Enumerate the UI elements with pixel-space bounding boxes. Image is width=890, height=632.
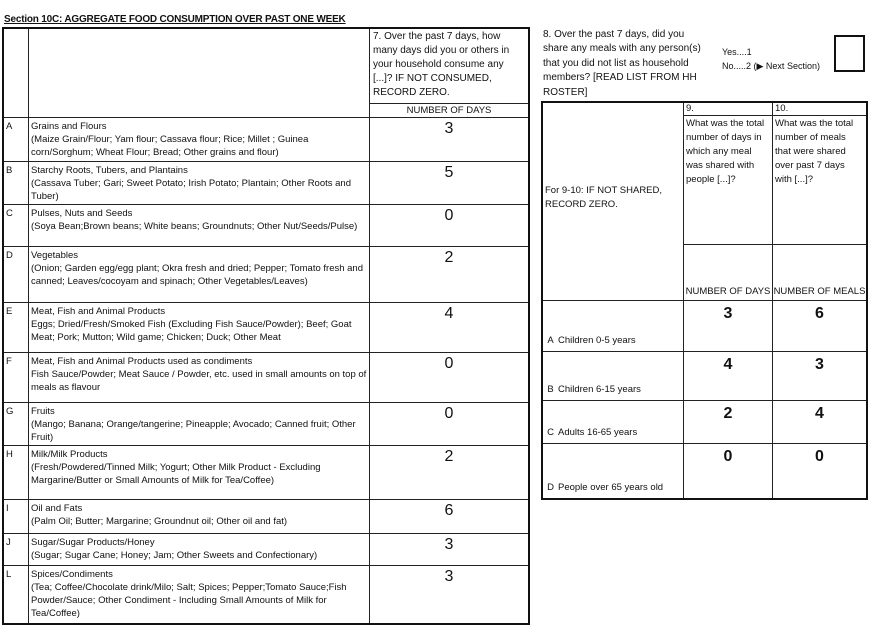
table-row: [3, 534, 529, 566]
q9-question: What was the total number of days in which any meal was shared with people [...]?: [684, 116, 773, 245]
row-description: [29, 534, 370, 566]
item-title: Meat, Fish and Animal Products used as condiments: [31, 356, 253, 367]
days-value-field[interactable]: 3: [370, 534, 530, 566]
row-description: [29, 118, 370, 162]
days-value-field[interactable]: 3: [370, 566, 530, 624]
item-title: Starchy Roots, Tubers, and Plantains: [31, 165, 188, 176]
item-title: Pulses, Nuts and Seeds: [31, 208, 133, 219]
q8-question: 8. Over the past 7 days, did you share any meals with any person(s) that you did not list as household members? [READ LIST FROM HH ROSTER]: [543, 29, 701, 98]
row-description: [29, 500, 370, 534]
row-description: [29, 162, 370, 205]
shared-meals-table: [541, 101, 868, 500]
row-letter: I: [3, 500, 29, 534]
item-title: Meat, Fish and Animal Products: [31, 306, 166, 317]
item-detail: Fish Sauce/Powder; Meat Sauce / Powder, etc. used in small amounts on top of meals as flavour: [31, 369, 367, 393]
group-row: [542, 352, 867, 401]
days-value-field[interactable]: 3: [684, 301, 773, 352]
row-letter: G: [3, 403, 29, 446]
row-description: [29, 205, 370, 247]
q8-option-no: No.....2 (▶ Next Section): [722, 61, 820, 71]
row-letter: E: [3, 303, 29, 353]
section-title: Section 10C: AGGREGATE FOOD CONSUMPTION OVER PAST ONE WEEK: [4, 14, 346, 25]
row-description: [29, 446, 370, 500]
row-description: [29, 247, 370, 303]
row-letter: H: [3, 446, 29, 500]
row-description: [29, 566, 370, 624]
group-letter: A: [542, 301, 558, 352]
item-title: Fruits: [31, 406, 55, 417]
days-value-field[interactable]: 2: [370, 446, 530, 500]
group-letter: B: [542, 352, 558, 401]
days-value-field[interactable]: 5: [370, 162, 530, 205]
item-title: Milk/Milk Products: [31, 449, 108, 460]
row-letter: F: [3, 353, 29, 403]
item-detail: (Soya Bean;Brown beans; White beans; Groundnuts; Other Nut/Seeds/Pulse): [31, 221, 358, 232]
meals-value-field[interactable]: 4: [773, 401, 868, 444]
table-row: [3, 247, 529, 303]
days-value-field[interactable]: 6: [370, 500, 530, 534]
note-text: For 9-10: IF NOT SHARED, RECORD ZERO.: [545, 184, 663, 210]
item-detail: (Fresh/Powdered/Tinned Milk; Yogurt; Other Milk Product - Excluding Margarine/Butter or Small Amounts of Milk for Tea/Coffee): [31, 462, 321, 486]
row-description: [29, 403, 370, 446]
header-blank-letter: [3, 28, 29, 118]
days-value-field[interactable]: 2: [370, 247, 530, 303]
item-detail: (Sugar; Sugar Cane; Honey; Jam; Other Sweets and Confectionary): [31, 550, 318, 561]
table-row: [3, 500, 529, 534]
row-letter: B: [3, 162, 29, 205]
header-blank-desc: [29, 28, 370, 118]
days-value-field[interactable]: 0: [370, 403, 530, 446]
item-title: Spices/Condiments: [31, 569, 113, 580]
food-consumption-table: [2, 27, 530, 625]
q10-unit: NUMBER OF MEALS: [773, 245, 868, 301]
days-value-field[interactable]: 0: [370, 353, 530, 403]
row-description: [29, 353, 370, 403]
item-detail: (Tea; Coffee/Chocolate drink/Milo; Salt; Spices; Pepper;Tomato Sauce;Fish Powder/Sauce; Other Condiment - Including Small Amounts of Milk for Tea/Coffee): [31, 582, 347, 619]
table-row: [3, 353, 529, 403]
q9-unit: NUMBER OF DAYS: [684, 245, 773, 301]
days-value-field[interactable]: 0: [684, 444, 773, 499]
table-row: [3, 566, 529, 624]
table-row: [3, 446, 529, 500]
q10-number: 10.: [773, 102, 868, 116]
group-label: Children 6-15 years: [558, 352, 684, 401]
item-title: Oil and Fats: [31, 503, 83, 514]
item-detail: Eggs; Dried/Fresh/Smoked Fish (Excluding Fish Sauce/Powder); Beef; Goat Meat; Pork; Mutton; Wild game; Chicken; Duck; Other Meat: [31, 319, 352, 343]
meals-value-field[interactable]: 3: [773, 352, 868, 401]
days-value-field[interactable]: 3: [370, 118, 530, 162]
days-value-field[interactable]: 4: [370, 303, 530, 353]
item-detail: (Palm Oil; Butter; Margarine; Groundnut oil; Other oil and fat): [31, 516, 288, 527]
table-row: [3, 303, 529, 353]
item-title: Sugar/Sugar Products/Honey: [31, 537, 155, 548]
row-letter: J: [3, 534, 29, 566]
meals-value-field[interactable]: 0: [773, 444, 868, 499]
row-letter: L: [3, 566, 29, 624]
row-letter: C: [3, 205, 29, 247]
item-title: Grains and Flours: [31, 121, 107, 132]
item-detail: (Cassava Tuber; Gari; Sweet Potato; Irish Potato; Plantain; Other Roots and Tuber): [31, 178, 351, 202]
q10-question: What was the total number of meals that were shared over past 7 days with [...]?: [773, 116, 868, 245]
meals-value-field[interactable]: 6: [773, 301, 868, 352]
item-detail: (Mango; Banana; Orange/tangerine; Pineapple; Avocado; Canned fruit; Other Fruit): [31, 419, 356, 443]
group-row: [542, 301, 867, 352]
group-letter: C: [542, 401, 558, 444]
days-value-field[interactable]: 0: [370, 205, 530, 247]
table-row: [3, 205, 529, 247]
days-value-field[interactable]: 2: [684, 401, 773, 444]
q8-answer-box[interactable]: [834, 35, 865, 72]
group-label: Adults 16-65 years: [558, 401, 684, 444]
group-label: People over 65 years old: [558, 444, 684, 499]
q9-number: 9.: [684, 102, 773, 116]
item-detail: (Maize Grain/Flour; Yam flour; Cassava flour; Rice; Millet ; Guinea corn/Sorghum; Wheat Flour; Bread; Other grains and flour): [31, 134, 309, 158]
group-row: [542, 401, 867, 444]
group-letter: D: [542, 444, 558, 499]
table-row: [3, 118, 529, 162]
group-row: [542, 444, 867, 499]
row-description: [29, 303, 370, 353]
table-row: [3, 162, 529, 205]
q7-unit: NUMBER OF DAYS: [370, 104, 530, 118]
table-row: [3, 403, 529, 446]
q8-option-yes: Yes....1: [722, 47, 752, 57]
note-cell: [542, 102, 684, 301]
q7-question: 7. Over the past 7 days, how many days did you or others in your household consume any [...]? IF NOT CONSUMED, RECORD ZERO.: [370, 28, 530, 104]
header-row: [3, 28, 529, 104]
group-label: Children 0-5 years: [558, 301, 684, 352]
item-detail: (Onion; Garden egg/egg plant; Okra fresh and dried; Pepper; Tomato fresh and canned; Leaves/cocoyam and spinach; Other Vegetables/Leaves): [31, 263, 363, 287]
days-value-field[interactable]: 4: [684, 352, 773, 401]
row-letter: A: [3, 118, 29, 162]
q8-options: [722, 45, 820, 73]
row-letter: D: [3, 247, 29, 303]
item-title: Vegetables: [31, 250, 79, 261]
